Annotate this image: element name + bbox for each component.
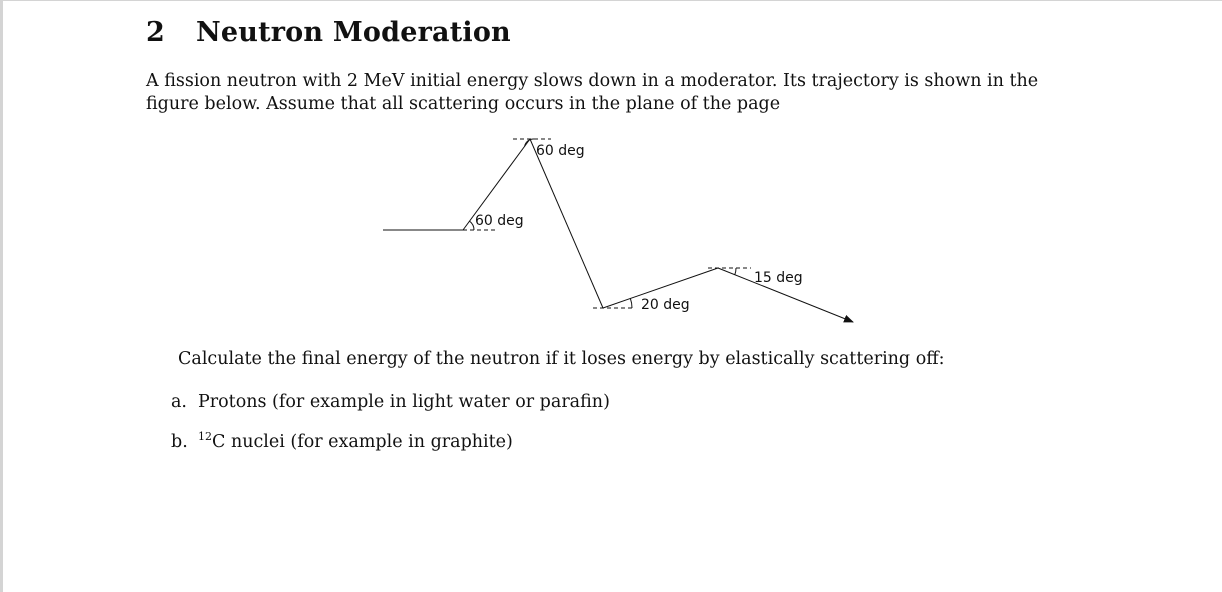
section-title: Neutron Moderation [196,17,511,48]
angle-label-1: 60 deg [475,213,524,229]
angle-arc-3 [630,299,632,308]
trajectory-segment-2 [530,139,603,308]
question-text: Calculate the final energy of the neutron if it loses energy by elastically scattering off: [178,349,945,369]
isotope-mass-number: 12 [198,430,212,443]
angle-arc-1 [470,221,475,230]
neutron-trajectory-figure [3,1,1222,592]
list-item [171,391,610,431]
part-text: Protons (for example in light water or parafin) [198,392,610,412]
section-number: 2 [146,17,165,48]
angle-arc-4 [735,268,736,275]
question-parts-list [171,391,610,471]
list-item [171,431,610,471]
angle-label-2: 60 deg [536,143,585,159]
part-text: C nuclei (for example in graphite) [212,432,513,452]
angle-label-4: 15 deg [754,270,803,286]
intro-paragraph: A fission neutron with 2 MeV initial energy slows down in a moderator. Its trajectory is shown in the figure below. Assume that all scattering occurs in the plane of the page [146,71,1039,114]
angle-label-3: 20 deg [641,297,690,313]
part-marker: b. [171,432,188,452]
part-marker: a. [171,392,187,412]
